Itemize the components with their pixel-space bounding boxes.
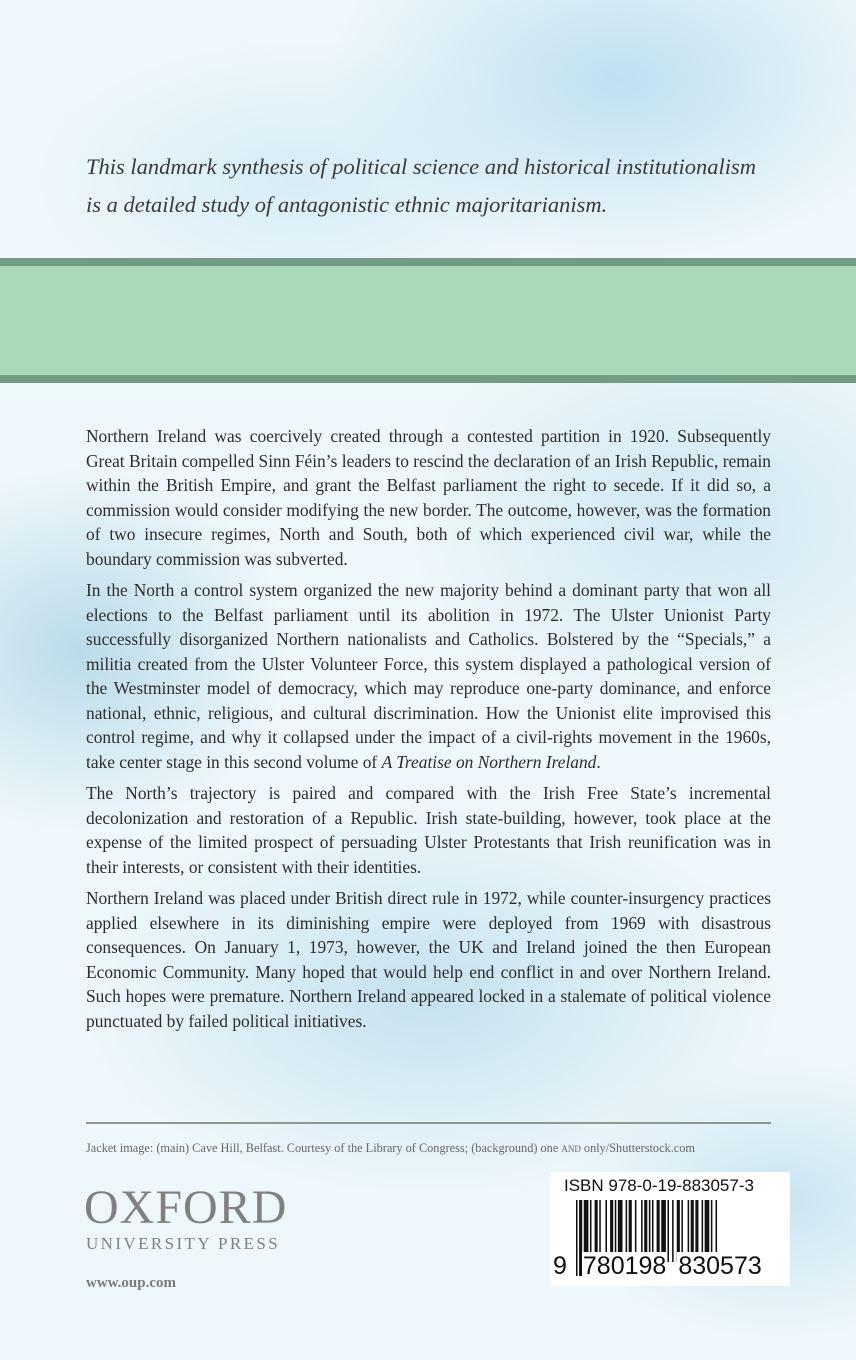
paragraph: In the North a control system organized the new majority behind a dominant party that won all elections to the Belfast parliament until its abolition in 1972. The Ulster Unionist Party successfully disorganized Northern nationalists and Catholics. Bolstered by the “Specials,” a militia created from the Ulster Volunteer Force, this system displayed a pathological version of the Westminster model of democracy, which may reproduce one-party dominance, and enforce national, ethnic, religious, and cultural discrimination. How the Unionist elite improvised this control regime, and why it collapsed under the impact of a civil-rights movement in the 1960s, take center stage in this second volume of A Treatise on Northern Ireland. [86,580,771,772]
blurb [86,424,771,1040]
paragraph: Northern Ireland was coercively created through a contested partition in 1920. Subsequently Great Britain compelled Sinn Féin’s leaders to rescind the declaration of an Irish Republic, remain within the British Empire, and grant the Belfast parliament the right to secede. If it did so, a commission would consider modifying the new border. The outcome, however, was the formation of two insecure regimes, North and South, both of which experienced civil war, while the boundary commission was subverted. [86,426,771,569]
divider [86,1122,771,1124]
publisher-logo: OXFORD [84,1181,288,1234]
tagline: This landmark synthesis of political science and historical institutionalism is a detailed study of antagonistic ethnic majoritarianism. [86,154,756,217]
publisher-url[interactable]: www.oup.com [86,1275,177,1291]
paragraph: Northern Ireland was placed under British direct rule in 1972, while counter-insurgency practices applied elsewhere in its diminishing empire were deployed from 1969 with disastrous consequences. On January 1, 1973, however, the UK and Ireland joined the then European Economic Community. Many hoped that would help end conflict in and over Northern Ireland. Such hopes were premature. Northern Ireland appeared locked in a stalemate of political violence punctuated by failed political initiatives. [86,888,771,1031]
isbn-label: ISBN 978-0-19-883057-3 [564,1176,754,1195]
barcode [550,1172,790,1286]
barcode-digits: 9 780198 830573 [553,1252,762,1280]
publisher-subtitle: UNIVERSITY PRESS [86,1234,281,1253]
jacket-credit: Jacket image: (main) Cave Hill, Belfast. Courtesy of the Library of Congress; (background) one and only/Shutterstock.com [86,1141,695,1155]
green-band [0,258,856,383]
book-title: A Treatise on Northern Ireland [381,751,597,772]
paragraph: The North’s trajectory is paired and compared with the Irish Free State’s incremental decolonization and restoration of a Republic. Irish state-building, however, took place at the expense of the limited prospect of persuading Ulster Protestants that Irish reunification was in their interests, or consistent with their identities. [86,783,771,877]
